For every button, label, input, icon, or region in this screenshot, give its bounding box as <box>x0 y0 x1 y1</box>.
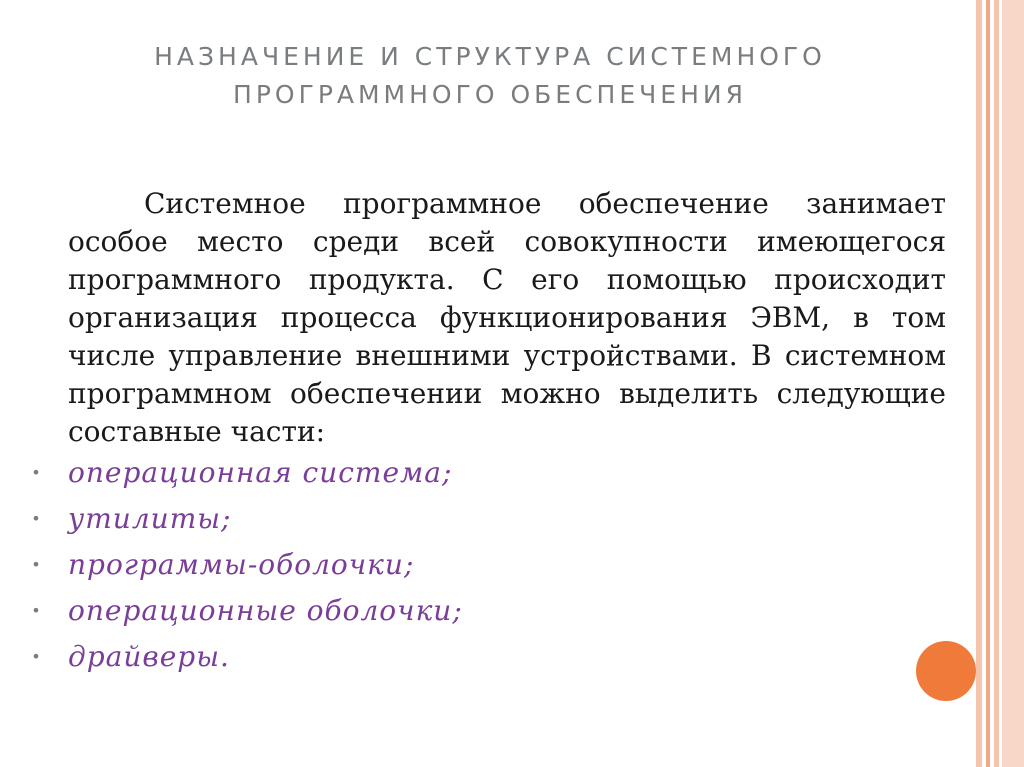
body-paragraph: Системное программное обеспечение занимает особое место среди всей совокупности имеющегося программного продукта. С его помощью происходит организация процесса функционирования ЭВМ, в том числе управление внешними устройствами. В системном программном обеспечении можно выделить следующие составные части: <box>68 187 946 448</box>
decorative-circle <box>916 641 976 701</box>
list-item-text: операционная система; <box>68 456 453 489</box>
decorative-stripe <box>1002 0 1024 767</box>
bullet-icon: • <box>31 509 41 528</box>
slide-title <box>40 38 940 114</box>
slide-title-line: ПРОГРАММНОГО ОБЕСПЕЧЕНИЯ <box>233 80 747 109</box>
bullet-icon: • <box>31 601 41 620</box>
list-item-text: утилиты; <box>68 502 232 535</box>
list-item-text: драйверы. <box>68 640 230 673</box>
list-item-text: операционные оболочки; <box>68 594 463 627</box>
bullet-icon: • <box>31 555 41 574</box>
list-item-text: программы-оболочки; <box>68 548 415 581</box>
bullet-icon: • <box>31 647 41 666</box>
bullet-icon: • <box>31 463 41 482</box>
slide-title-line: НАЗНАЧЕНИЕ И СТРУКТУРА СИСТЕМНОГО <box>154 42 826 71</box>
